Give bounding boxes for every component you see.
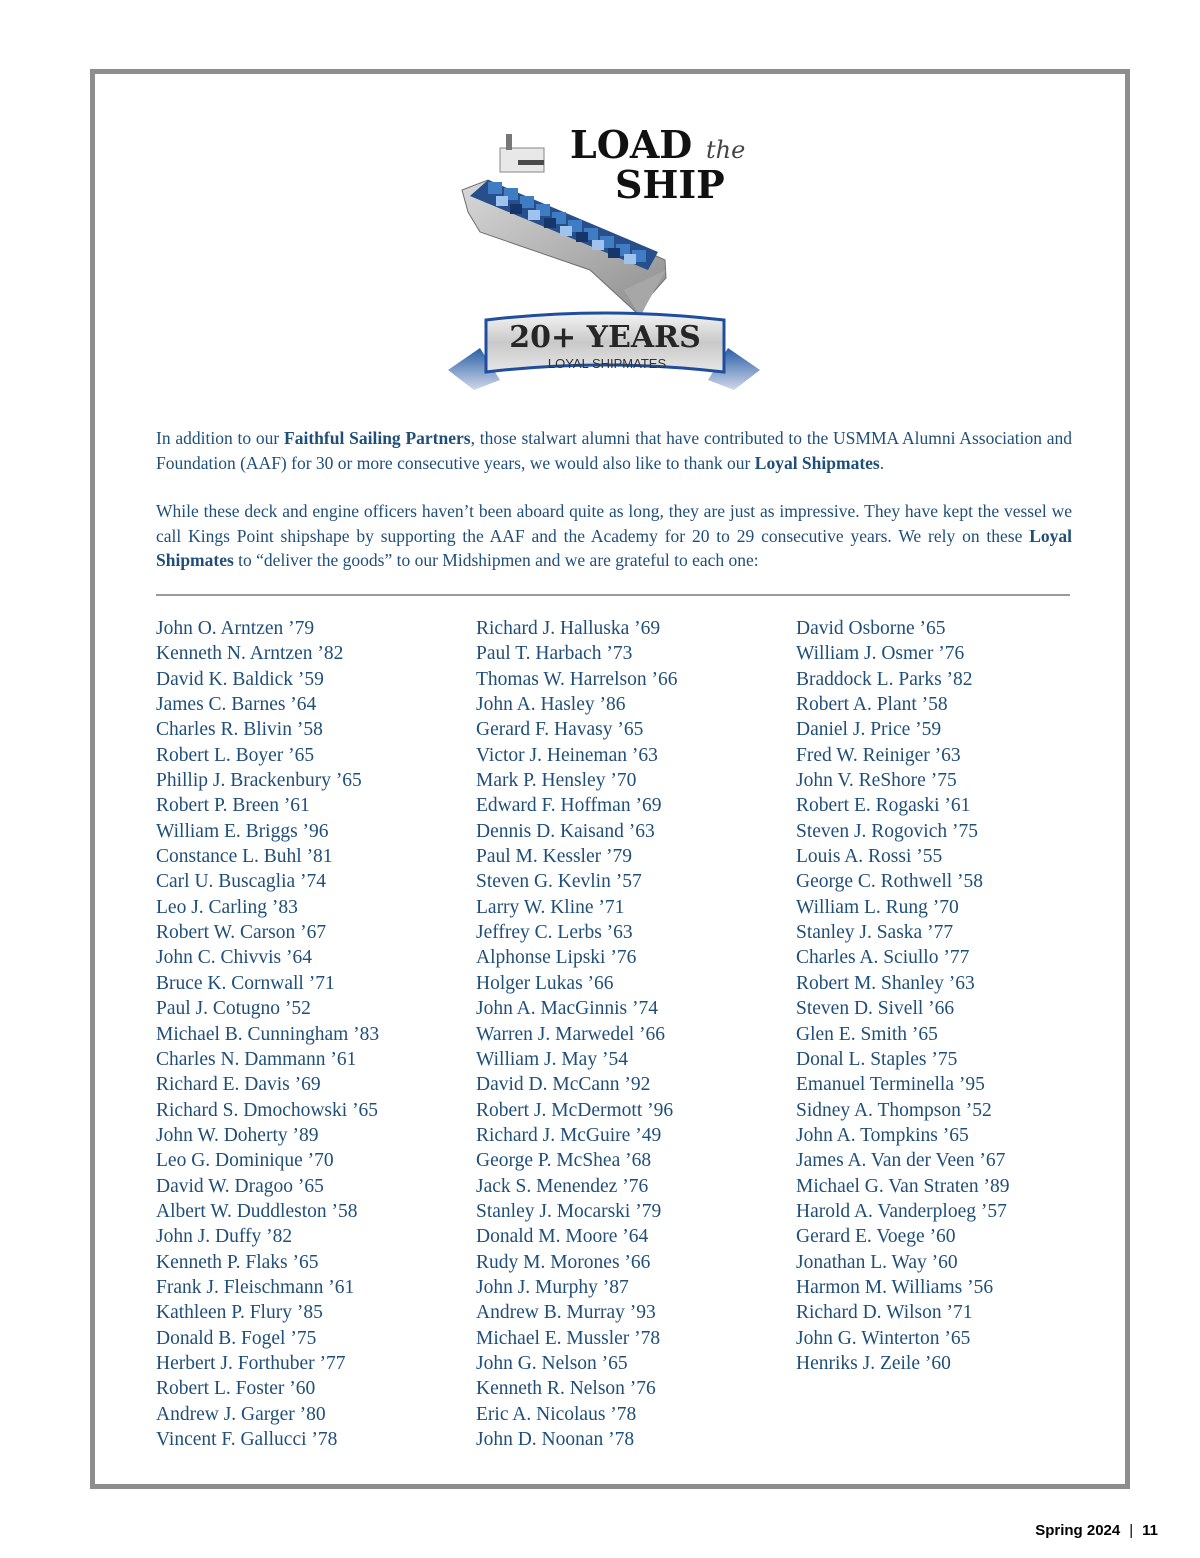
shipmate-name: George C. Rothwell ’58 xyxy=(796,871,984,893)
shipmate-name: Fred W. Reiniger ’63 xyxy=(796,744,961,766)
shipmate-name: David W. Dragoo ’65 xyxy=(156,1175,324,1197)
shipmate-name: Harmon M. Williams ’56 xyxy=(796,1276,994,1298)
shipmate-name: Charles A. Sciullo ’77 xyxy=(796,947,970,969)
shipmate-name: Dennis D. Kaisand ’63 xyxy=(476,820,655,842)
issue-label: Spring 2024 xyxy=(1035,1522,1121,1539)
shipmate-name: Edward F. Hoffman ’69 xyxy=(476,795,662,817)
section-divider xyxy=(156,594,1070,596)
shipmate-name: Bruce K. Cornwall ’71 xyxy=(156,972,335,994)
shipmate-name: Emanuel Terminella ’95 xyxy=(796,1074,985,1096)
shipmate-name: Charles R. Blivin ’58 xyxy=(156,719,323,741)
shipmate-name: Constance L. Buhl ’81 xyxy=(156,846,333,868)
shipmate-name: John A. Hasley ’86 xyxy=(476,694,626,716)
page-number: 11 xyxy=(1142,1522,1158,1539)
shipmate-name: Phillip J. Brackenbury ’65 xyxy=(156,770,362,792)
shipmate-name: Robert L. Foster ’60 xyxy=(156,1378,316,1400)
shipmate-name: Louis A. Rossi ’55 xyxy=(796,846,943,868)
shipmate-name: Robert W. Carson ’67 xyxy=(156,922,327,944)
shipmate-name: George P. McShea ’68 xyxy=(476,1150,652,1172)
shipmate-name: Michael E. Mussler ’78 xyxy=(476,1327,661,1349)
shipmate-name: Frank J. Fleischmann ’61 xyxy=(156,1276,355,1298)
shipmate-name: Sidney A. Thompson ’52 xyxy=(796,1099,992,1121)
shipmate-name: John V. ReShore ’75 xyxy=(796,770,957,792)
shipmate-name: Stanley J. Mocarski ’79 xyxy=(476,1200,662,1222)
shipmate-name: Holger Lukas ’66 xyxy=(476,972,614,994)
shipmate-name: Alphonse Lipski ’76 xyxy=(476,947,637,969)
shipmate-name: Harold A. Vanderploeg ’57 xyxy=(796,1200,1007,1222)
shipmate-name: John G. Winterton ’65 xyxy=(796,1327,971,1349)
shipmate-name: Charles N. Dammann ’61 xyxy=(156,1048,357,1070)
banner-subtitle: LOYAL SHIPMATES xyxy=(547,356,667,371)
shipmate-name: Jonathan L. Way ’60 xyxy=(796,1251,958,1273)
load-the-ship-logo xyxy=(440,120,770,410)
shipmate-name: Albert W. Duddleston ’58 xyxy=(156,1200,358,1222)
shipmate-name: John J. Murphy ’87 xyxy=(476,1276,629,1298)
shipmate-name: William J. May ’54 xyxy=(476,1048,628,1070)
shipmate-name: William L. Rung ’70 xyxy=(796,896,959,918)
names-column-3 xyxy=(796,616,1010,1376)
footer-separator: | xyxy=(1129,1522,1134,1539)
shipmate-name: James A. Van der Veen ’67 xyxy=(796,1150,1006,1172)
shipmate-name: John A. Tompkins ’65 xyxy=(796,1124,969,1146)
shipmate-name: Robert P. Breen ’61 xyxy=(156,795,310,817)
shipmate-name: Kenneth N. Arntzen ’82 xyxy=(156,643,344,665)
shipmate-name: Eric A. Nicolaus ’78 xyxy=(476,1403,637,1425)
shipmate-name: Vincent F. Gallucci ’78 xyxy=(156,1429,338,1450)
shipmate-name: Andrew J. Garger ’80 xyxy=(156,1403,326,1425)
shipmate-name: Henriks J. Zeile ’60 xyxy=(796,1352,951,1374)
shipmate-name: William E. Briggs ’96 xyxy=(156,820,329,842)
intro-p1-text: In addition to our xyxy=(156,428,285,448)
logo-word-the: the xyxy=(706,136,746,164)
shipmate-name: Richard S. Dmochowski ’65 xyxy=(156,1099,379,1121)
shipmate-name: Carl U. Buscaglia ’74 xyxy=(156,871,327,893)
shipmate-name: Jack S. Menendez ’76 xyxy=(476,1175,649,1197)
shipmate-name: Richard D. Wilson ’71 xyxy=(796,1302,973,1324)
shipmate-name: John C. Chivvis ’64 xyxy=(156,947,313,969)
shipmate-name: Leo G. Dominique ’70 xyxy=(156,1150,334,1172)
shipmate-name: Larry W. Kline ’71 xyxy=(476,896,625,918)
shipmate-name: Gerard E. Voege ’60 xyxy=(796,1226,956,1248)
logo-word-load: LOAD xyxy=(570,122,693,167)
shipmate-name: John A. MacGinnis ’74 xyxy=(476,998,658,1020)
loyal-shipmates-emphasis: Loyal Shipmates xyxy=(754,452,880,473)
shipmate-name: William J. Osmer ’76 xyxy=(796,643,965,665)
shipmate-name: Richard J. Halluska ’69 xyxy=(476,618,661,639)
shipmate-name: Donald B. Fogel ’75 xyxy=(156,1327,317,1349)
intro-paragraph-2 xyxy=(156,499,1072,573)
shipmate-name: John D. Noonan ’78 xyxy=(476,1429,635,1450)
shipmate-name: Steven J. Rogovich ’75 xyxy=(796,820,978,842)
shipmate-name: Warren J. Marwedel ’66 xyxy=(476,1023,666,1045)
shipmate-name: Robert E. Rogaski ’61 xyxy=(796,795,971,817)
banner-title: 20+ YEARS xyxy=(509,320,701,355)
shipmate-name: Richard J. McGuire ’49 xyxy=(476,1124,662,1146)
shipmate-name: Robert M. Shanley ’63 xyxy=(796,972,975,994)
loyal-shipmates-emphasis-2: Loyal Shipmates xyxy=(156,525,1072,571)
shipmate-name: Donal L. Staples ’75 xyxy=(796,1048,958,1070)
shipmate-name: John J. Duffy ’82 xyxy=(156,1226,293,1248)
shipmate-name: Jeffrey C. Lerbs ’63 xyxy=(476,922,633,944)
shipmate-name: Kathleen P. Flury ’85 xyxy=(156,1302,323,1324)
shipmate-name: Andrew B. Murray ’93 xyxy=(476,1302,656,1324)
shipmate-name: David D. McCann ’92 xyxy=(476,1074,651,1096)
shipmate-name: Robert L. Boyer ’65 xyxy=(156,744,315,766)
faithful-sailing-partners-emphasis: Faithful Sailing Partners xyxy=(284,428,471,448)
shipmate-name: Paul M. Kessler ’79 xyxy=(476,846,632,868)
shipmate-name: David Osborne ’65 xyxy=(796,618,946,639)
shipmate-name: Daniel J. Price ’59 xyxy=(796,719,942,741)
shipmate-name: John G. Nelson ’65 xyxy=(476,1352,628,1374)
shipmate-name: Mark P. Hensley ’70 xyxy=(476,770,637,792)
shipmate-name: Robert A. Plant ’58 xyxy=(796,694,948,716)
shipmate-name: Richard E. Davis ’69 xyxy=(156,1074,321,1096)
shipmate-name: John W. Doherty ’89 xyxy=(156,1124,319,1146)
shipmate-name: Stanley J. Saska ’77 xyxy=(796,922,954,944)
shipmate-name: Paul J. Cotugno ’52 xyxy=(156,998,311,1020)
shipmate-name: David K. Baldick ’59 xyxy=(156,668,324,690)
shipmate-name: John O. Arntzen ’79 xyxy=(156,618,315,639)
page-footer xyxy=(1035,1522,1158,1539)
intro-p1-end: . xyxy=(879,452,885,473)
names-column-2 xyxy=(476,616,677,1452)
shipmate-name: Kenneth R. Nelson ’76 xyxy=(476,1378,656,1400)
logo-word-ship: SHIP xyxy=(615,162,725,207)
intro-p2-end: to “deliver the goods” to our Midshipmen and we are grateful to each one: xyxy=(233,550,759,571)
shipmate-name: Herbert J. Forthuber ’77 xyxy=(156,1352,346,1374)
intro-p2-text: While these deck and engine officers haven’t been aboard quite as long, they are just as impressive. They have kept the vessel we call Kings Point shipshape by supporting the AAF and the Academy for 20 to 29 consecutive years. We rely on these xyxy=(156,501,1072,546)
shipmate-name: Thomas W. Harrelson ’66 xyxy=(476,668,678,690)
shipmate-name: Donald M. Moore ’64 xyxy=(476,1226,649,1248)
names-column-1 xyxy=(156,616,379,1452)
intro-text xyxy=(156,426,1072,597)
shipmate-name: James C. Barnes ’64 xyxy=(156,694,317,716)
intro-paragraph-1 xyxy=(156,426,1072,475)
shipmate-name: Paul T. Harbach ’73 xyxy=(476,643,633,665)
shipmate-name: Gerard F. Havasy ’65 xyxy=(476,719,644,741)
shipmate-name: Glen E. Smith ’65 xyxy=(796,1023,938,1045)
shipmate-name: Braddock L. Parks ’82 xyxy=(796,668,973,690)
shipmate-name: Leo J. Carling ’83 xyxy=(156,896,298,918)
shipmate-name: Rudy M. Morones ’66 xyxy=(476,1251,651,1273)
shipmate-name: Michael B. Cunningham ’83 xyxy=(156,1023,380,1045)
shipmate-name: Victor J. Heineman ’63 xyxy=(476,744,658,766)
shipmate-name: Michael G. Van Straten ’89 xyxy=(796,1175,1010,1197)
shipmate-name: Steven G. Kevlin ’57 xyxy=(476,871,642,893)
shipmate-name: Steven D. Sivell ’66 xyxy=(796,998,955,1020)
shipmate-name: Kenneth P. Flaks ’65 xyxy=(156,1251,319,1273)
shipmate-name: Robert J. McDermott ’96 xyxy=(476,1099,674,1121)
intro-p1-text-middle: , those stalwart alumni that have contributed to the USMMA Alumni Association and Foundation (AAF) for 30 or more consecutive years, we would also like to thank our xyxy=(156,428,1072,473)
